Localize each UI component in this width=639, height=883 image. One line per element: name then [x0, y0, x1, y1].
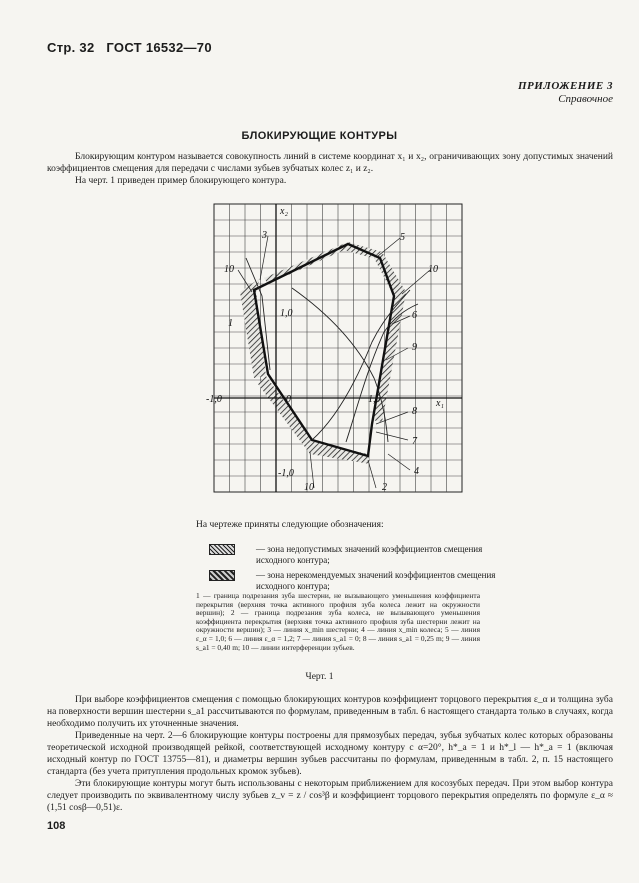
inadmissible-zone-swatch — [209, 544, 235, 555]
inadmissible-zone-left — [240, 278, 266, 378]
legend-item-2: — зона нерекомендуемых значений коэффициентов смещения исходного контура; — [256, 570, 496, 591]
intro-paragraph-2: На черт. 1 приведен пример блокирующего контура. — [75, 176, 287, 186]
appendix-label — [518, 80, 613, 106]
body-paragraph-3: Эти блокирующие контуры могут быть использованы с некоторым приближением для косозубых передач. При этом выбор контура следует производить по эквивалентному числу зубьев z_v = z / cos³β и коэффициент торцового перекрытия определять по формуле ε_α ≈ (1,51 cosβ—0,51)ε. — [47, 779, 613, 813]
tick-y-positive: 1,0 — [280, 308, 293, 319]
callout-8: 8 — [412, 406, 417, 417]
page-header — [47, 40, 220, 55]
nonrecommended-zone-swatch — [209, 570, 235, 581]
callout-10-left: 10 — [224, 264, 234, 275]
tick-y-negative: -1,0 — [278, 468, 294, 479]
axis-x2-label: x₂ — [280, 206, 288, 217]
page-number: 108 — [47, 820, 66, 832]
callout-6: 6 — [412, 310, 417, 321]
callout-5: 5 — [400, 232, 405, 243]
callout-3: 3 — [262, 230, 267, 241]
appendix-subtitle: Справочное — [558, 93, 613, 105]
blocking-contour-figure — [196, 192, 480, 512]
page-label: Стр. 32 — [47, 40, 95, 55]
callout-10-right: 10 — [428, 264, 438, 275]
figure-notes: 1 — граница подрезания зуба шестерни, не вызывающего уменьшения коэффициента перекрытия (верхняя точка активного профиля зуба колеса лежит на окружности вершин); 2 — граница подрезания зуба колеса, не вызывающего уменьшения коэффициента перекрытия (верхняя точка активного профиля зуба шестерни лежит на окружности вершин); 3 — линия x_min шестерни; 4 — линия x_min колеса; 5 — линия ε_α = 1,0; 6 — линия ε_α = 1,2; 7 — линия s_a1 = 0; 8 — линия s_a1 = 0,25 m; 9 — линия s_a1 = 0,40 m; 10 — линии интерференции зубьев. — [196, 591, 480, 652]
callout-4: 4 — [414, 466, 419, 477]
callout-10-bottom: 10 — [304, 482, 314, 493]
section-title: БЛОКИРУЮЩИЕ КОНТУРЫ — [241, 130, 398, 142]
legend-item-1: — зона недопустимых значений коэффициентов смещения исходного контура; — [256, 544, 483, 565]
appendix-title: ПРИЛОЖЕНИЕ 3 — [517, 80, 613, 92]
callout-9: 9 — [412, 342, 417, 353]
standard-number: ГОСТ 16532—70 — [106, 40, 212, 55]
figure-caption: Черт. 1 — [305, 672, 334, 682]
tick-x-negative: -1,0 — [206, 394, 222, 405]
legend-title: На чертеже приняты следующие обозначения: — [196, 520, 384, 530]
origin-label: 0 — [286, 394, 291, 405]
callout-2: 2 — [382, 482, 387, 493]
tick-x-positive: 1,0 — [368, 394, 381, 405]
body-paragraph-2: Приведенные на черт. 2—6 блокирующие контуры построены для прямозубых передач, зубья зубчатых колес которых образованы теоретической исходной производящей рейкой, соответствующей исходному контуру с α=20°, h*_a = 1 и h*_l — h*_a = 1 (включая исходный контур по ГОСТ 13755—81), и диаметры вершин зубьев рассчитаны по формулам, приведенным в табл. 2, п. 15 настоящего стандарта (без учета притупления продольных кромок зубьев). — [47, 731, 613, 777]
intro-paragraph-1: Блокирующим контуром называется совокупность линий в системе координат x₁ и x₂, ограничивающих зону допустимых значений коэффициентов смещения для передачи с числами зубьев зубчатых колес z₁ и z₂. — [47, 152, 613, 174]
callout-1: 1 — [228, 318, 233, 329]
axis-x1-label: x₁ — [436, 398, 444, 409]
body-paragraph-1: При выборе коэффициентов смещения с помощью блокирующих контуров коэффициент торцового перекрытия ε_α и толщина зуба на поверхности вершин шестерни s_a1 рассчитываются по формулам, приведенным в табл. 6 настоящего стандарта только в случаях, когда необходимо получить их уточненные значения. — [47, 695, 613, 729]
callout-7: 7 — [412, 436, 417, 447]
